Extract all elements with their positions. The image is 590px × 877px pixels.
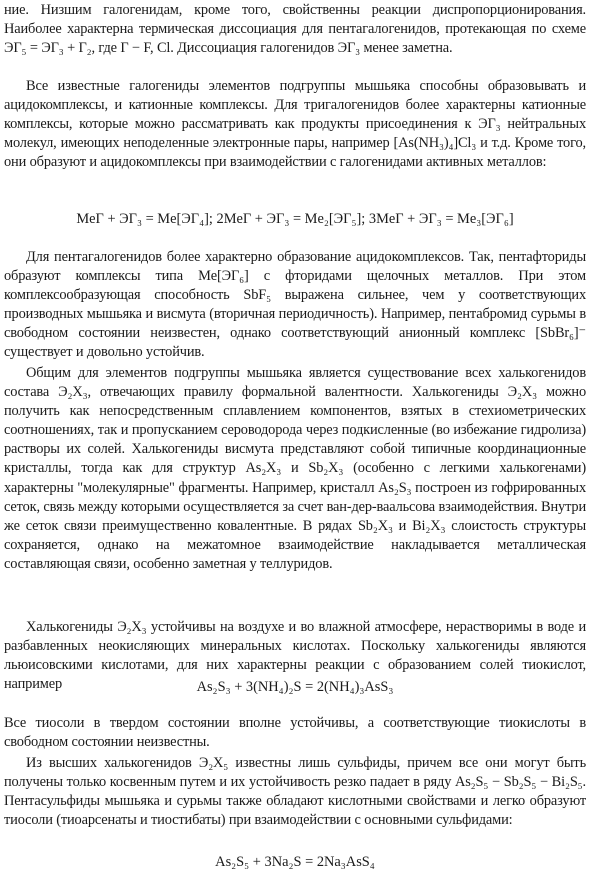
paragraph-thiosalts: Все тиосоли в твердом состоянии вполне устойчивы, а соответствующие тиокислоты в свободном состоянии неизвестны. <box>4 715 586 751</box>
document-page <box>4 0 586 877</box>
paragraph-higher-chalcogenides: Из высших халькогенидов Э₂Х₅ известны лишь сульфиды, причем все они могут быть получены только косвенным путем и их устойчивость резко падает в ряду As₂S₅ − Sb₂S₅ − Bi₂S₅. Пентасульфиды мышьяка и сурьмы также обладают кислотными свойствами и легко образуют тиосоли (тиоарсенаты и тиостибаты) при взаимодействии с основными сульфидами: <box>4 755 586 829</box>
formula-thiosalt: As₂S₃ + 3(NH₄)₂S = 2(NH₄)₃AsS₃ <box>196 679 394 695</box>
paragraph-chalcogenides: Общим для элементов подгруппы мышьяка является существование всех халькогенидов состава Э₂Х₃, отвечающих правилу формальной валентности. Халькогениды Э₂Х₃ можно получить как непосредственным сплавлением компонентов, взятых в стехиометрических соотношениях, так и пропусканием сероводорода через подкисленные (во избежание гидролиза) растворы их солей. Халькогениды висмута представляют собой типичные координационные кристаллы, тогда как для структур As₂X₃ и Sb₂X₃ (особенно с легкими халькогенами) характерны "молекулярные" фрагменты. Например, кристалл As₂S₃ построен из гофрированных сеток, связь между которыми осуществляется за счет ван-дер-ваальсова взаимодействия. Внутри же сеток связи преимущественно ковалентные. В рядах Sb₂X₃ и Bi₂X₃ слоистость структуры сохраняется, однако на межатомное взаимодействие накладывается металлическая составляющая связи, особенно заметная у теллуридов. <box>4 365 586 572</box>
paragraph-chalcogenide-stability: Халькогениды Э₂Х₃ устойчивы на воздухе и во влажной атмосфере, нерастворимы в воде и разбавленных неокисляющих минеральных кислотах. Поскольку халькогениды являются льюисовскими кислотами, для них характерны реакции с образованием солей тиокислот, например <box>4 619 586 693</box>
paragraph-pentahalide-complexes: Для пентагалогенидов более характерно образование ацидокомплексов. Так, пентафториды образуют комплексы типа Me[ЭГ₆] с фторидами щелочных металлов. При этом комплексообразующая способность SbF₅ выражена сильнее, чем у соответствующих производных мышьяка и висмута (вторичная периодичность). Например, пентабромид сурьмы в свободном состоянии неизвестен, однако соответствующий анионный комплекс [SbBr₆]⁻ существует и довольно устойчив. <box>4 249 586 361</box>
paragraph-halide-dissociation: ние. Низшим галогенидам, кроме того, свойственны реакции диспропорционирования. Наиболее характерна термическая диссоциация для пентагалогенидов, протекающая по схеме ЭГ₅ = ЭГ₃ + Г₂, где Г − F, Cl. Диссоциация галогенидов ЭГ₃ менее заметна. <box>4 2 586 57</box>
formula-thioarsenate: As₂S₅ + 3Na₂S = 2Na₃AsS₄ <box>215 854 375 870</box>
formula-acidocomplexes: MeГ + ЭГ₃ = Me[ЭГ₄]; 2MeГ + ЭГ₃ = Me₂[ЭГ₅]; 3MeГ + ЭГ₃ = Me₃[ЭГ₆] <box>76 211 514 227</box>
paragraph-halide-complexes: Все известные галогениды элементов подгруппы мышьяка способны образовывать и ацидокомплексы, и катионные комплексы. Для тригалогенидов более характерны катионные комплексы, которые можно рассматривать как продукты присоединения к ЭГ₃ нейтральных молекул, имеющих неподеленные электронные пары, например [As(NH₃)₄]Cl₃ и т.д. Кроме того, они образуют и ацидокомплексы при взаимодействии с галогенидами активных металлов: <box>4 78 586 171</box>
